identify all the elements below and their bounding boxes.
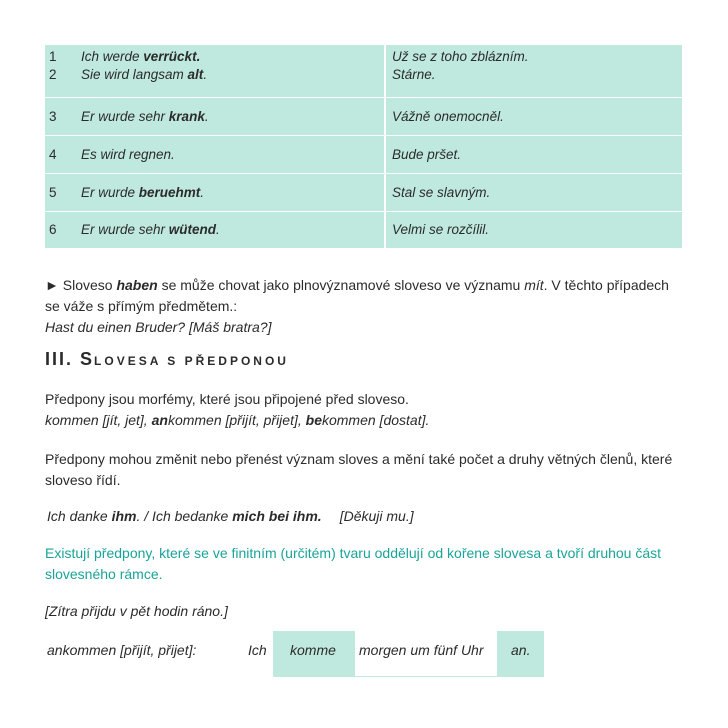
example-ankommen: kommen [přijít, přijet], <box>167 412 306 428</box>
separated-prefix: an. <box>511 642 531 658</box>
example-text: . / Ich bedanke <box>136 508 233 524</box>
example-table <box>45 45 682 248</box>
czech-translation: Stárne. <box>392 67 436 82</box>
czech-translation: Už se z toho zblázním. <box>392 48 529 64</box>
prefix-an: an <box>151 412 168 428</box>
prefix-cell <box>497 631 544 677</box>
example-text: Ich danke <box>47 508 112 524</box>
german-text-end: . <box>200 184 205 200</box>
example-kommen: kommen [jít, jet], <box>45 412 152 428</box>
note-meaning: mít <box>524 277 544 293</box>
finite-verb-cell <box>273 631 355 677</box>
row-number: 4 <box>45 135 77 173</box>
section-number: III. <box>45 349 81 369</box>
czech-translation: [Děkuji mu.] <box>339 508 414 524</box>
verb-infinitive: ankommen [přijít, přijet]: <box>47 642 197 658</box>
arrow-icon: ► <box>45 277 63 293</box>
table-row <box>45 67 682 97</box>
example-translation: [Zítra přijdu v pět hodin ráno.] <box>45 603 228 619</box>
row-number: 2 <box>49 67 57 82</box>
german-sentence <box>77 135 384 173</box>
row-number: 6 <box>45 211 77 248</box>
table-row <box>45 173 682 211</box>
german-text-end: . <box>203 67 208 82</box>
haben-note <box>45 275 685 338</box>
example-bekommen: kommen [dostat]. <box>321 412 430 428</box>
row-number: 3 <box>45 97 77 135</box>
german-text: Er wurde sehr <box>81 222 169 238</box>
german-sentence <box>77 97 384 135</box>
prefix-definition <box>45 389 685 431</box>
czech-translation: Stal se slavným. <box>386 173 682 211</box>
example-bold: mich bei ihm. <box>232 508 322 524</box>
example-bold: ihm <box>111 508 137 524</box>
definition-text: Předpony jsou morfémy, které jsou připojené před sloveso. <box>45 391 409 407</box>
german-bold: beruehmt <box>138 184 201 200</box>
table-row <box>45 211 682 248</box>
table-row <box>45 135 682 173</box>
note-text: . V těchto případech se váže s přímým předmětem.: <box>45 277 669 314</box>
german-bold: alt <box>187 67 204 82</box>
separable-prefix-note: Existují předpony, které se ve finitním (určitém) tvaru oddělují od kořene slovesa a tvoří druhou část slovesného rámce. <box>45 545 662 582</box>
german-sentence <box>77 173 384 211</box>
note-text: se může chovat jako plnovýznamové sloveso ve významu <box>157 277 525 293</box>
finite-verb: komme <box>290 642 336 658</box>
section-heading <box>45 349 289 370</box>
german-text: Ich werde <box>81 48 144 64</box>
german-text-end: . <box>216 222 220 238</box>
row-number: 5 <box>45 173 77 211</box>
sentence-frame-example <box>45 631 545 677</box>
german-sentence <box>77 67 384 97</box>
table-row <box>45 97 682 135</box>
section-initial: S <box>80 349 95 369</box>
middle-field-cell <box>355 631 497 677</box>
subject: Ich <box>248 642 267 658</box>
verb-werden-table <box>45 45 682 248</box>
german-text: Er wurde <box>81 184 139 200</box>
note-keyword: haben <box>116 277 158 293</box>
note-text: Sloveso <box>62 277 117 293</box>
german-bold: krank <box>168 108 205 124</box>
row-number: 1 <box>49 48 57 64</box>
german-text: Sie wird langsam <box>81 67 188 82</box>
verb-infinitive-cell <box>47 631 247 677</box>
german-text-end: . <box>204 108 209 124</box>
czech-translation: Velmi se rozčílil. <box>386 211 682 248</box>
danke-example <box>47 506 687 527</box>
german-bold: wütend <box>168 222 217 238</box>
german-text: Es wird regnen. <box>81 146 175 162</box>
section-title: LOVESA S PŘEDPONOU <box>94 354 289 368</box>
prefix-be: be <box>305 412 322 428</box>
german-bold: verrückt. <box>143 48 201 64</box>
middle-field: morgen um fünf Uhr <box>359 642 484 658</box>
prefix-meaning-text: Předpony mohou změnit nebo přenést význam sloves a mění také počet a druhy větných členů, které sloveso řídí. <box>45 451 673 488</box>
table-row <box>45 45 682 67</box>
german-sentence <box>77 211 384 248</box>
subject-cell <box>248 631 272 677</box>
czech-translation: Vážně onemocněl. <box>386 97 682 135</box>
haben-example: Hast du einen Bruder? [Máš bratra?] <box>45 319 272 335</box>
german-text: Er wurde sehr <box>81 108 169 124</box>
german-sentence <box>77 45 384 67</box>
prefix-examples <box>45 412 429 428</box>
czech-translation: Bude pršet. <box>386 135 682 173</box>
